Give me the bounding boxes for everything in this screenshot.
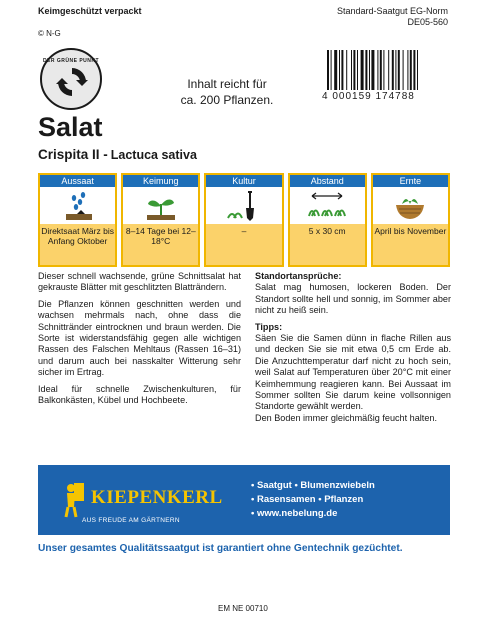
kiepenkerl-figure-icon [62,479,88,519]
copyright-note: © N-G [38,29,61,38]
description-paragraph-1: Dieser schnell wachsende, grüne Schnittsalat hat gekrauste Blätter mit geschlitzten Blatträndern. [38,271,241,293]
barcode-bar [395,50,396,90]
barcode-bar [353,50,355,90]
barcode-bar [392,50,394,90]
content-note-line1: Inhalt reicht für [187,77,267,91]
brand-tagline: AUS FREUDE AM GÄRTNERN [82,517,180,524]
description-paragraph-3: Ideal für schnelle Zwischenkulturen, für Balkonkästen, Kübel und Hochbeete. [38,383,241,406]
description-paragraph-2: Die Pflanzen können geschnitten werden und wachsen mehrmals nach, ohne dass die Schnittränder eintrocknen und braun werden. Die Sorte ist widerstandsfähig gegen alle wichtigen Rassen des Falschen Mehltaus (Rassen 16–31) und darum auch bei nasskalter Witterung sehr sicher im Ertrag. [38,298,241,378]
tips-heading: Tipps: [255,321,283,332]
site-requirements-text: Salat mag humosen, lockeren Boden. Der Standort sollte hell und sonnig, im Sommer aber nicht zu heiß sein. [255,282,451,316]
barcode-bar [339,50,340,90]
description-column [38,271,241,411]
card-abstand-text: 5 x 30 cm [290,224,365,265]
cultivation-info-cards [38,173,450,267]
site-requirements-heading: Standortansprüche: [255,271,342,281]
product-title: Salat [38,112,103,142]
standard-seed-label [337,6,448,28]
watering-tip: Den Boden immer gleichmäßig feucht halten. [255,412,437,423]
brand-name: KIEPENKERL [91,487,223,508]
seed-sowing-icon [40,189,115,223]
brand-info-list [251,479,375,521]
gmo-free-guarantee: Unser gesamtes Qualitätssaatgut ist garantiert ohne Gentechnik gezüchtet. [38,543,403,554]
spade-icon [206,189,281,223]
card-kultur [204,173,283,267]
brand-info-line-1: • Saatgut • Blumenzwiebeln [251,479,375,493]
spacing-icon [290,189,365,223]
barcode-bar [380,50,382,90]
barcode-bar [417,50,418,90]
latin-name: Lactuca sativa [110,148,197,162]
barcode-bar [334,50,337,90]
kiepenkerl-banner [38,465,450,535]
seedling-icon [123,189,198,223]
barcode-bar [403,50,404,90]
standard-seed-norm: Standard-Saatgut EG-Norm [336,6,448,16]
barcode-bar [327,50,329,90]
registration-code: DE05-560 [407,17,448,27]
barcode-bar [331,50,332,90]
card-aussaat-text: Direktsaat März bis Anfang Oktober [40,224,115,265]
barcode [326,50,448,90]
card-ernte-label: Ernte [373,175,448,187]
gruener-punkt-logo [40,48,102,110]
barcode-bar [413,50,415,90]
product-subtitle [38,147,197,162]
barcode-bar [351,50,352,90]
card-aussaat-label: Aussaat [40,175,115,187]
card-ernte-text: April bis November [373,224,448,265]
card-abstand-label: Abstand [290,175,365,187]
barcode-bar [357,50,358,90]
card-kultur-text: – [206,224,281,265]
content-note-line2: ca. 200 Pflanzen. [180,93,274,107]
brand-website: • www.nebelung.de [251,507,375,521]
harvest-bowl-icon [373,189,448,223]
instructions-column [255,271,451,429]
barcode-bar [371,50,374,90]
card-keimung-text: 8–14 Tage bei 12–18°C [123,224,198,265]
barcode-number: 4 000159 174788 [322,91,415,102]
card-kultur-label: Kultur [206,175,281,187]
brand-info-line-2: • Rasensamen • Pflanzen [251,493,375,507]
footer-code: EM NE 00710 [218,604,268,613]
barcode-bar [365,50,367,90]
barcode-bar [410,50,412,90]
card-keimung-label: Keimung [123,175,198,187]
card-aussaat [38,173,117,267]
barcode-bar [407,50,408,90]
barcode-bar [341,50,343,90]
variety-name: Crispita II - [38,147,108,162]
content-note [162,76,292,108]
tips-text: Säen Sie die Samen dünn in flache Rillen aus und decken Sie sie mit etwa 0,5 cm Erde ab. Die Anzuchttemperatur darf nicht zu hoch sein, weil Salat auf Temperaturen über 20°C mit einer Keimhemmung reagieren kann. Bei Aussaat im Sommer sollten Sie darum keine vollsonnigen Standorte gewählt werden. [255,333,451,412]
barcode-bar [346,50,347,90]
card-ernte [371,173,450,267]
recycling-arrows-icon [54,64,90,100]
barcode-bar [398,50,400,90]
barcode-bar [361,50,364,90]
card-keimung [121,173,200,267]
barcode-bar [369,50,370,90]
barcode-bar [388,50,389,90]
seed-protection-note: Keimgeschützt verpackt [38,6,142,16]
barcode-bar [377,50,378,90]
gruener-punkt-text: DER GRÜNE PUNKT [42,58,100,64]
card-abstand [288,173,367,267]
barcode-bar [383,50,384,90]
